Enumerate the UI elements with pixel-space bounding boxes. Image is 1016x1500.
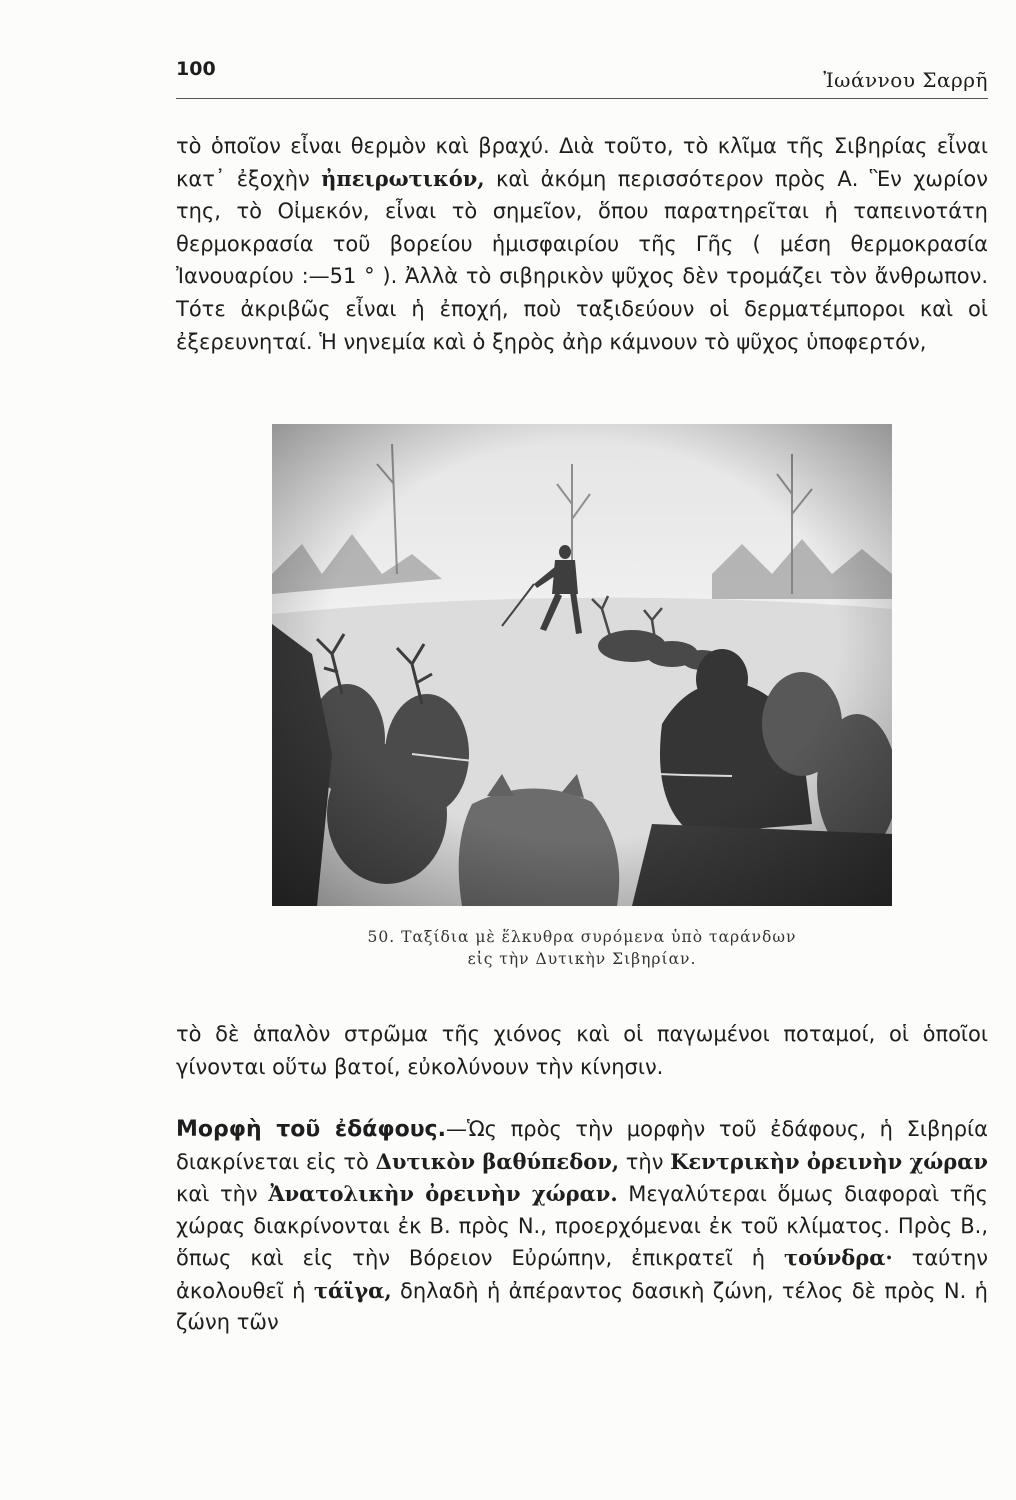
term-central-highland: Κεντρικὴν ὀρεινὴν χώραν bbox=[670, 1148, 989, 1174]
running-head-author: Ἰωάννου Σαρρῆ bbox=[823, 68, 988, 92]
reindeer-sled-photograph bbox=[272, 424, 892, 906]
paragraph-terrain-text-a: —Ὡς πρὸς τὴν μορφὴν τοῦ ἐδάφους, ἡ Σιβηρία διακρίνεται εἰς τὸ bbox=[176, 1117, 988, 1174]
term-continental: ἠπειρωτικόν, bbox=[321, 165, 485, 191]
paragraph-terrain-text-c: καὶ τὴν bbox=[176, 1182, 269, 1206]
figure-caption bbox=[272, 926, 892, 970]
paragraph-climate-text-a: τὸ ὁποῖον εἶναι θερμὸν καὶ βραχύ. Διὰ τοῦτο, τὸ κλῖμα τῆς Σιβηρίας εἶναι κατ᾽ ἐξοχὴν bbox=[176, 134, 988, 191]
page-number: 100 bbox=[176, 58, 216, 80]
photograph-image bbox=[272, 424, 892, 906]
term-eastern-highland: Ἀνατολικὴν ὀρεινὴν χώραν. bbox=[268, 1181, 618, 1206]
paragraph-snow: τὸ δὲ ἁπαλὸν στρῶμα τῆς χιόνος καὶ οἱ παγωμένοι ποταμοί, οἱ ὁποῖοι γίνονται οὕτω βατοί, εὐκολύνουν τὴν κίνησιν. bbox=[176, 1022, 988, 1079]
paragraph-terrain-text-d: Μεγαλύτεραι ὅμως διαφοραὶ τῆς χώρας διακρίνονται ἐκ Β. πρὸς Ν., προερχόμεναι ἐκ τοῦ κλίματος. Πρὸς Β., ὅπως καὶ εἰς τὴν Βόρειον Εὐρώπην, ἐπικρατεῖ ἡ bbox=[176, 1182, 989, 1270]
paragraph-terrain-text-e: ταύτην ἀκολουθεῖ ἡ bbox=[176, 1246, 989, 1303]
paragraph-terrain bbox=[176, 1114, 988, 1339]
paragraph-terrain-text-b: τὴν bbox=[619, 1149, 671, 1174]
term-taiga: τάϊγα, bbox=[313, 1277, 392, 1303]
term-tundra: τούνδρα· bbox=[784, 1245, 893, 1270]
figure-caption-line-1: 50. Ταξίδια μὲ ἕλκυθρα συρόμενα ὑπὸ ταράνδων bbox=[367, 928, 797, 946]
paragraph-climate-text-b: καὶ ἀκόμη περισσότερον πρὸς Α. Ἓν χωρίον της, τὸ Οἰμεκόν, εἶναι τὸ σημεῖον, ὅπου παρατηρεῖται ἡ ταπεινοτάτη θερμοκρασία τοῦ βορείου ἡμισφαιρίου τῆς Γῆς ( μέση θερμοκρασία Ἰανουαρίου :—51 ° ). Ἀλλὰ τὸ σιβηρικὸν ψῦχος δὲν τρομάζει τὸν ἄνθρωπον. Τότε ἀκριβῶς εἶναι ἡ ἐποχή, ποὺ ταξιδεύουν οἱ δερματέμποροι καὶ οἱ ἐξερευνηταί. Ἡ νηνεμία καὶ ὁ ξηρὸς ἀὴρ κάμνουν τὸ ψῦχος ὑποφερτόν, bbox=[176, 166, 988, 354]
section-heading-terrain: Μορφὴ τοῦ ἐδάφους. bbox=[176, 1117, 446, 1142]
paragraph-terrain-text-f: δηλαδὴ ἡ ἀπέραντος δασικὴ ζώνη, τέλος δὲ πρὸς Ν. ἡ ζώνη τῶν bbox=[176, 1278, 988, 1334]
page-header bbox=[176, 56, 988, 99]
figure-caption-line-2: εἰς τὴν Δυτικὴν Σιβηρίαν. bbox=[467, 950, 697, 968]
term-western-lowland: Δυτικὸν βαθύπεδον, bbox=[375, 1148, 620, 1174]
paragraph-climate bbox=[176, 130, 988, 358]
